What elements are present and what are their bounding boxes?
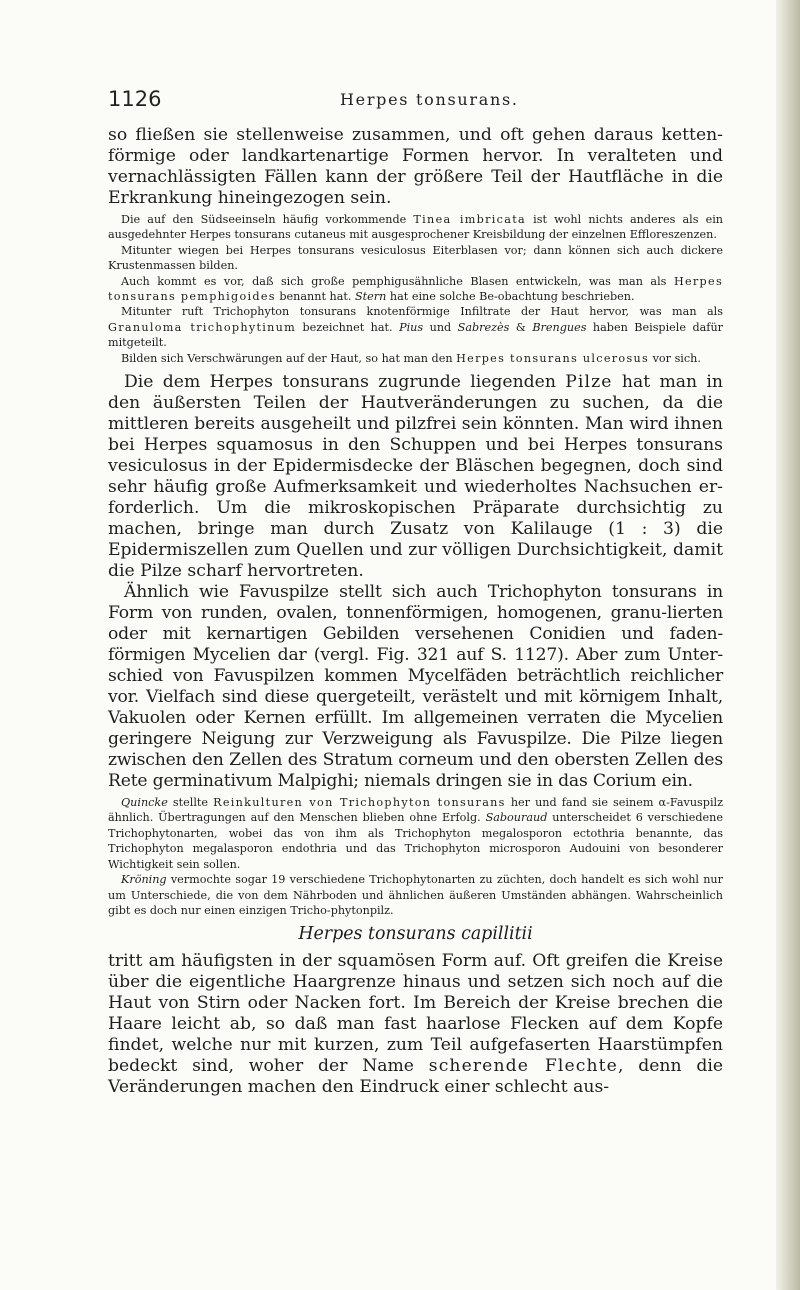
note-text: bezeichnet hat. bbox=[296, 320, 400, 334]
paragraph-text: Die dem Herpes tonsurans zugrunde liegenden bbox=[124, 372, 566, 393]
spaced-term-tinea-imbricata: Tinea imbricata bbox=[413, 213, 526, 226]
note-text: stellte bbox=[167, 796, 214, 810]
small-note-granuloma bbox=[108, 304, 723, 350]
author-pius: Pius bbox=[399, 320, 424, 334]
note-text: haben Beispiele dafür mitgeteilt. bbox=[108, 320, 723, 350]
paragraph-text: hat man in den äußersten Teilen der Hautveränderungen zu suchen, da die mittleren bereits ausgeheilt und pilzfrei sein könnten. Man wird ihnen bei Herpes squamosus in den Schuppen und bei Herpes tonsurans vesiculosus in der Epidermisdecke der Bläschen begegnen, doch sind sehr häufig große Aufmerksamkeit und wiederholtes Nachsuchen er-forderlich. Um die mikroskopischen Präparate durchsichtig zu machen, bringe man durch Zusatz von Kalilauge (1 : 3) die Epidermiszellen zum Quellen und zur völligen Durchsichtigkeit, damit die Pilze scharf hervortreten. bbox=[108, 372, 723, 582]
note-text: Die auf den Südseeinseln häufig vorkommende bbox=[121, 213, 414, 226]
body-paragraph-trichophyton: Ähnlich wie Favuspilze stellt sich auch Trichophyton tonsurans in Form von runden, ovalen, tonnenförmigen, homogenen, granu-lierten oder mit kernartigen Gebilden versehenen Conidien und faden-förmigen Mycelien dar (vergl. Fig. 321 auf S. 1127). Aber zum Unter-schied von Favuspilzen kommen Mycelfäden beträchtlich reichlicher vor. Vielfach sind diese quergeteilt, verästelt und mit körnigem Inhalt, Vakuolen oder Kernen erfüllt. Im allgemeinen verraten die Mycelien geringere Neigung zur Verzweigung als Favuspilze. Die Pilze liegen zwischen den Zellen des Stratum corneum und den obersten Zellen des Rete germinativum Malpighi; niemals dringen sie in das Corium ein. bbox=[108, 582, 723, 792]
spaced-term-scherende-flechte: scherende Flechte bbox=[428, 1056, 618, 1077]
section-heading-capillitii: Herpes tonsurans capillitii bbox=[298, 924, 533, 945]
paragraph-text: tritt am häufigsten in der squamösen Form auf. Oft greifen die Kreise über die eigentliche Haargrenze hinaus und setzen sich noch auf die Haut von Stirn oder Nacken fort. Im Bereich der Kreise brechen die Haare leicht ab, so daß man fast haarlose Flecken auf dem Kopfe findet, welche nur mit kurzen, zum Teil aufgefaserten Haarstümpfen bedeckt sind, woher der Name bbox=[108, 951, 723, 1077]
small-note-pemphigoides bbox=[108, 274, 723, 305]
note-text: & bbox=[509, 320, 533, 334]
note-text: und bbox=[423, 320, 458, 334]
note-text: Bilden sich Verschwärungen auf der Haut, so hat man den bbox=[121, 351, 457, 365]
note-text: ist wohl nichts anderes als ein ausgedehnter Herpes tonsurans cutaneus mit ausgesprochener Kreisbildung der einzelnen Effloreszenzen. bbox=[108, 213, 724, 242]
page-content bbox=[108, 125, 723, 1098]
small-note-kroning bbox=[108, 872, 723, 918]
author-sabouraud: Sabouraud bbox=[485, 811, 548, 825]
spaced-term-reinkulturen: Reinkulturen von Trichophyton tonsurans bbox=[213, 796, 506, 810]
note-text: hat eine solche Be-obachtung beschrieben. bbox=[386, 290, 635, 304]
small-note-vesiculosus: Mitunter wiegen bei Herpes tonsurans vesiculosus Eiterblasen vor; dann können sich auch dickere Krustenmassen bilden. bbox=[108, 243, 723, 273]
author-kroning: Kröning bbox=[121, 873, 167, 887]
note-text: benannt hat. bbox=[275, 290, 356, 304]
running-title: Herpes tonsurans. bbox=[340, 90, 519, 109]
spaced-term-ulcerosus: Herpes tonsurans ulcerosus bbox=[456, 351, 650, 365]
body-paragraph-1: so fließen sie stellenweise zusammen, und oft gehen daraus ketten-förmige oder landkartenartige Formen hervor. In veralteten und vernachlässigten Fällen kann der größere Teil der Hautfläche in die Erkrankung hineingezogen sein. bbox=[108, 125, 723, 208]
body-paragraph-capillitii bbox=[108, 951, 723, 1098]
small-note-quincke bbox=[108, 795, 723, 872]
small-note-ulcerosus bbox=[108, 351, 723, 366]
note-text: Auch kommt es vor, daß sich große pemphigusähnliche Blasen entwickeln, was man als bbox=[121, 274, 674, 288]
body-paragraph-pilze bbox=[108, 372, 723, 582]
note-text: vor sich. bbox=[649, 351, 701, 365]
note-text: Mitunter ruft Trichophyton tonsurans knotenförmige Infiltrate der Haut hervor, was man als bbox=[121, 305, 723, 319]
author-stern: Stern bbox=[355, 290, 387, 304]
page-number: 1126 bbox=[108, 87, 162, 111]
author-quincke: Quincke bbox=[121, 796, 168, 810]
small-note-tinea bbox=[108, 212, 723, 243]
note-text: unterscheidet 6 verschiedene Trichophytonarten, wobei das von ihm als Trichophyton megalosporon ectothria benannte, das Trichophyton megalasporon endothria und das Trichophyton microsporon Audouini von besonderer Wichtigkeit sein sollen. bbox=[108, 811, 723, 871]
author-brengues: Brengues bbox=[532, 320, 587, 334]
page-header bbox=[108, 86, 708, 112]
spaced-term-pemphigoides: Herpes tonsurans pemphigoides bbox=[108, 274, 723, 304]
note-text: her und fand sie seinem α-Favuspilz ähnlich. Übertragungen auf den Menschen blieben ohne Erfolg. bbox=[108, 796, 724, 825]
note-text: vermochte sogar 19 verschiedene Trichophytonarten zu züchten, doch handelt es sich wohl nur um Unterschiede, die von dem Nährboden und ähnlichen äußeren Umständen abhängen. Wahrscheinlich gibt es doch nur einen einzigen Tricho-phytonpilz. bbox=[108, 873, 723, 917]
paragraph-text: , denn die Veränderungen machen den Eindruck einer schlecht aus- bbox=[108, 1056, 723, 1098]
page-edge-shadow bbox=[776, 0, 800, 1290]
spaced-term-pilze: Pilze bbox=[565, 372, 613, 393]
spaced-term-granuloma: Granuloma trichophytinum bbox=[108, 320, 297, 334]
author-sabrezes: Sabrezès bbox=[457, 320, 510, 334]
